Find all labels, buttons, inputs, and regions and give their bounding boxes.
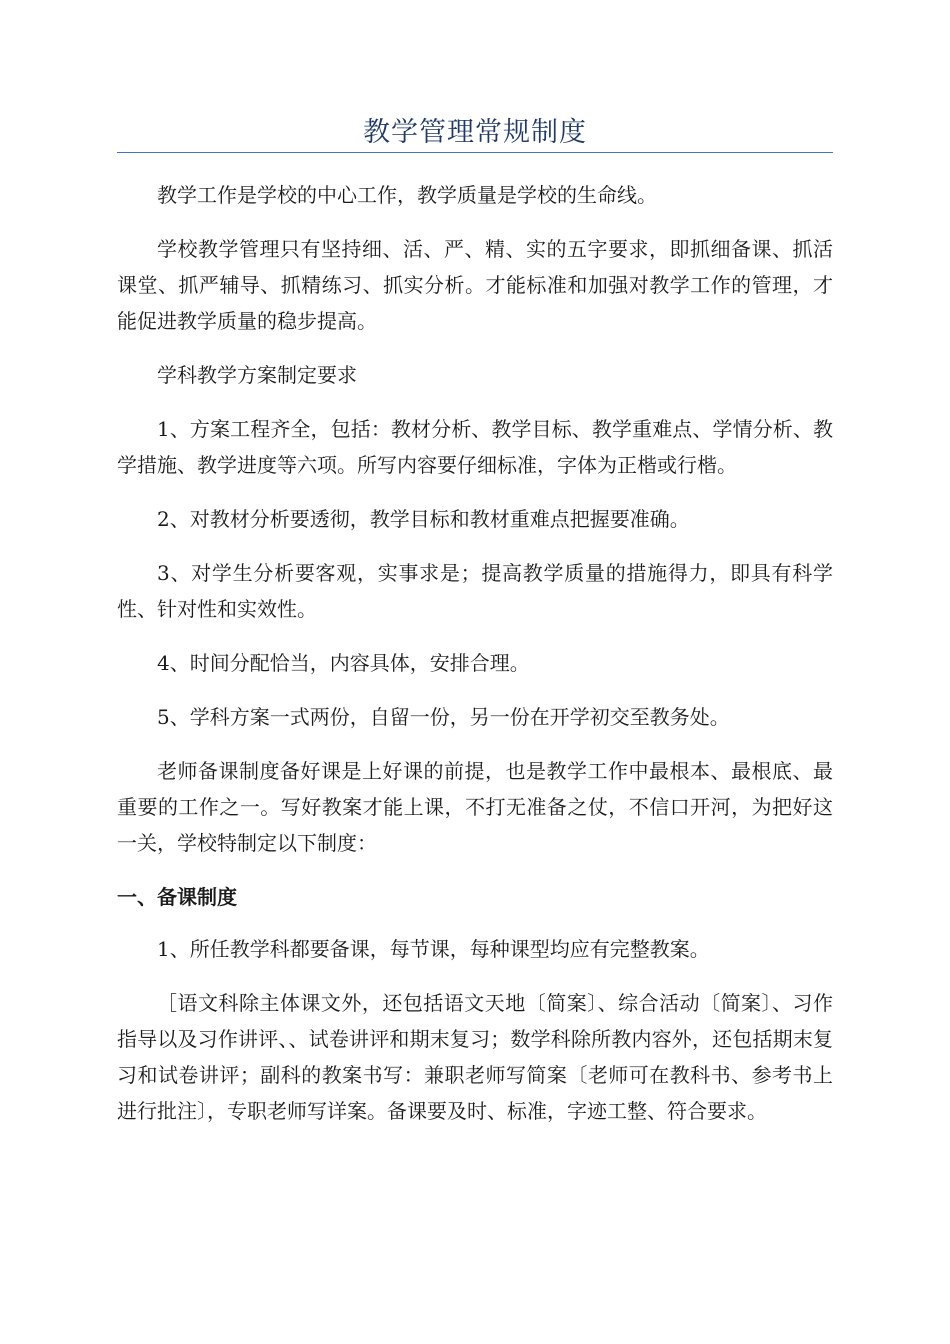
document-body (117, 177, 833, 1129)
paragraph-item-2: 2、对教材分析要透彻，教学目标和教材重难点把握要准确。 (157, 507, 690, 531)
paragraph-prep-rule-1: 1、所任教学科都要备课，每节课，每种课型均应有完整教案。 (157, 937, 710, 961)
paragraph-item-5: 5、学科方案一式两份，自留一份，另一份在开学初交至教务处。 (157, 705, 730, 729)
paragraph-lesson-prep: 老师备课制度备好课是上好课的前提，也是教学工作中最根本、最根底、最重要的工作之一。写好教案才能上课，不打无准备之仗，不信口开河，为把好这一关，学校特制定以下制度： (117, 759, 833, 855)
paragraph-prep-details: ［语文科除主体课文外，还包括语文天地〔简案〕、综合活动〔简案〕、习作指导以及习作讲评、、试卷讲评和期末复习；数学科除所教内容外，还包括期末复习和试卷讲评；副科的教案书写：兼职老师写简案〔老师可在教科书、参考书上进行批注〕，专职老师写详案。备课要及时、标准，字迹工整、符合要求。 (117, 991, 833, 1123)
section-heading-prep-system: 一、备课制度 (117, 885, 237, 909)
paragraph-item-3: 3、对学生分析要客观，实事求是；提高教学质量的措施得力，即具有科学性、针对性和实效性。 (117, 561, 833, 621)
document-title: 教学管理常规制度 (363, 117, 587, 148)
paragraph-item-4: 4、时间分配恰当，内容具体，安排合理。 (157, 651, 530, 675)
paragraph-intro: 教学工作是学校的中心工作，教学质量是学校的生命线。 (157, 183, 657, 207)
paragraph-plan-heading: 学科教学方案制定要求 (157, 363, 357, 387)
paragraph-management: 学校教学管理只有坚持细、活、严、精、实的五字要求，即抓细备课、抓活课堂、抓严辅导、抓精练习、抓实分析。才能标准和加强对教学工作的管理，才能促进教学质量的稳步提高。 (117, 237, 833, 333)
title-underline (117, 152, 833, 153)
paragraph-item-1: 1、方案工程齐全，包括：教材分析、教学目标、教学重难点、学情分析、教学措施、教学进度等六项。所写内容要仔细标准，字体为正楷或行楷。 (117, 417, 833, 477)
document-page (117, 0, 833, 1147)
